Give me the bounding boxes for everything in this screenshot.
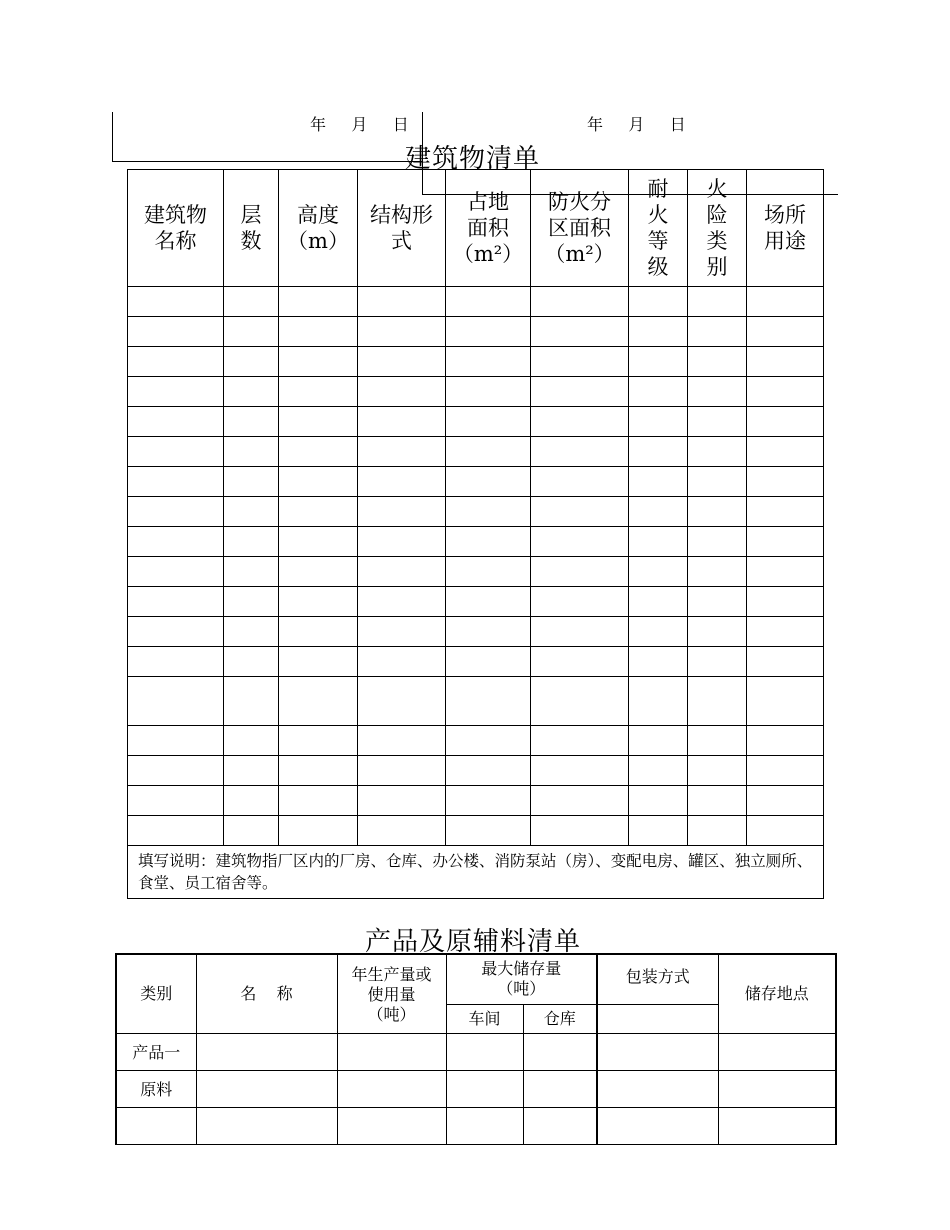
cell[interactable] bbox=[224, 756, 279, 786]
cell[interactable] bbox=[629, 647, 688, 677]
cell[interactable] bbox=[688, 677, 747, 726]
cell[interactable] bbox=[531, 816, 629, 846]
cell[interactable] bbox=[446, 1033, 523, 1070]
cell[interactable] bbox=[446, 1070, 523, 1107]
cell[interactable] bbox=[446, 617, 531, 647]
cell[interactable] bbox=[446, 1107, 523, 1144]
cell[interactable] bbox=[128, 617, 224, 647]
cell[interactable] bbox=[128, 587, 224, 617]
cell[interactable] bbox=[531, 377, 629, 407]
cell[interactable] bbox=[688, 467, 747, 497]
cell[interactable] bbox=[279, 647, 358, 677]
cell[interactable] bbox=[446, 347, 531, 377]
cell[interactable] bbox=[688, 786, 747, 816]
cell[interactable] bbox=[279, 317, 358, 347]
cell[interactable] bbox=[446, 756, 531, 786]
cell[interactable] bbox=[224, 617, 279, 647]
cell[interactable] bbox=[597, 1033, 718, 1070]
cell[interactable] bbox=[279, 786, 358, 816]
table-row bbox=[128, 557, 824, 587]
cell[interactable] bbox=[688, 816, 747, 846]
cell[interactable] bbox=[279, 467, 358, 497]
cell[interactable] bbox=[446, 497, 531, 527]
cell[interactable] bbox=[446, 467, 531, 497]
cell[interactable] bbox=[747, 497, 824, 527]
cell[interactable] bbox=[688, 377, 747, 407]
col-packaging: 包装方式 bbox=[597, 954, 718, 1004]
table-row bbox=[128, 756, 824, 786]
cell[interactable] bbox=[523, 1070, 597, 1107]
cell[interactable] bbox=[747, 317, 824, 347]
cell[interactable] bbox=[629, 816, 688, 846]
row-category: 产品一 bbox=[116, 1033, 196, 1070]
cell[interactable] bbox=[629, 407, 688, 437]
cell[interactable] bbox=[224, 726, 279, 756]
col-fire-risk: 火 险 类 别 bbox=[688, 170, 747, 287]
cell[interactable] bbox=[279, 557, 358, 587]
cell[interactable] bbox=[531, 756, 629, 786]
cell[interactable] bbox=[128, 756, 224, 786]
table-row bbox=[128, 726, 824, 756]
col-name: 名 称 bbox=[196, 954, 337, 1033]
cell[interactable] bbox=[224, 287, 279, 317]
cell[interactable] bbox=[196, 1033, 337, 1070]
cell[interactable] bbox=[358, 467, 446, 497]
cell[interactable] bbox=[446, 437, 531, 467]
cell[interactable] bbox=[629, 497, 688, 527]
table-row bbox=[128, 527, 824, 557]
table-row bbox=[128, 377, 824, 407]
buildings-note: 填写说明：建筑物指厂区内的厂房、仓库、办公楼、消防泵站（房）、变配电房、罐区、独立厕所、食堂、员工宿舍等。 bbox=[128, 846, 824, 899]
col-floors: 层 数 bbox=[224, 170, 279, 287]
cell[interactable] bbox=[629, 527, 688, 557]
cell[interactable] bbox=[747, 587, 824, 617]
cell[interactable] bbox=[747, 726, 824, 756]
table-row bbox=[128, 587, 824, 617]
cell[interactable] bbox=[523, 1107, 597, 1144]
cell[interactable] bbox=[446, 557, 531, 587]
cell[interactable] bbox=[531, 317, 629, 347]
cell[interactable] bbox=[358, 407, 446, 437]
cell[interactable] bbox=[446, 377, 531, 407]
cell[interactable] bbox=[196, 1070, 337, 1107]
cell[interactable] bbox=[629, 467, 688, 497]
cell[interactable] bbox=[688, 287, 747, 317]
cell[interactable] bbox=[279, 377, 358, 407]
cell[interactable] bbox=[128, 467, 224, 497]
table-row bbox=[128, 617, 824, 647]
cell[interactable] bbox=[629, 756, 688, 786]
cell[interactable] bbox=[279, 287, 358, 317]
buildings-title: 建筑物清单 bbox=[405, 144, 541, 174]
cell[interactable] bbox=[688, 407, 747, 437]
cell[interactable] bbox=[718, 1033, 836, 1070]
cell[interactable] bbox=[688, 557, 747, 587]
cell[interactable] bbox=[629, 786, 688, 816]
cell[interactable] bbox=[747, 557, 824, 587]
cell[interactable] bbox=[629, 287, 688, 317]
table-row bbox=[116, 1070, 836, 1107]
cell[interactable] bbox=[358, 557, 446, 587]
cell[interactable] bbox=[747, 377, 824, 407]
cell[interactable] bbox=[128, 816, 224, 846]
cell[interactable] bbox=[747, 437, 824, 467]
cell[interactable] bbox=[128, 497, 224, 527]
table-row bbox=[128, 347, 824, 377]
cell[interactable] bbox=[446, 317, 531, 347]
col-annual-amount: 年生产量或 使用量 （吨） bbox=[337, 954, 446, 1033]
cell[interactable] bbox=[446, 527, 531, 557]
cell[interactable] bbox=[747, 756, 824, 786]
cell[interactable] bbox=[224, 317, 279, 347]
cell[interactable] bbox=[128, 677, 224, 726]
table-row bbox=[128, 816, 824, 846]
cell[interactable] bbox=[128, 647, 224, 677]
cell[interactable] bbox=[531, 497, 629, 527]
table-row bbox=[116, 1033, 836, 1070]
buildings-note-row bbox=[128, 846, 824, 899]
cell[interactable] bbox=[688, 347, 747, 377]
cell[interactable] bbox=[531, 647, 629, 677]
cell[interactable] bbox=[358, 756, 446, 786]
cell[interactable] bbox=[629, 617, 688, 647]
cell[interactable] bbox=[531, 347, 629, 377]
cell[interactable] bbox=[747, 467, 824, 497]
cell[interactable] bbox=[629, 317, 688, 347]
cell[interactable] bbox=[747, 407, 824, 437]
cell[interactable] bbox=[358, 647, 446, 677]
col-height: 高度 （m） bbox=[279, 170, 358, 287]
cell[interactable] bbox=[688, 756, 747, 786]
cell[interactable] bbox=[446, 726, 531, 756]
cell[interactable] bbox=[446, 287, 531, 317]
col-structure: 结构形 式 bbox=[358, 170, 446, 287]
cell[interactable] bbox=[531, 527, 629, 557]
cell[interactable] bbox=[688, 497, 747, 527]
cell[interactable] bbox=[688, 587, 747, 617]
cell[interactable] bbox=[629, 557, 688, 587]
cell[interactable] bbox=[747, 347, 824, 377]
cell[interactable] bbox=[224, 786, 279, 816]
cell[interactable] bbox=[718, 1070, 836, 1107]
cell[interactable] bbox=[531, 677, 629, 726]
table-row bbox=[128, 437, 824, 467]
col-location: 储存地点 bbox=[718, 954, 836, 1033]
cell[interactable] bbox=[279, 497, 358, 527]
table-row bbox=[128, 287, 824, 317]
cell[interactable] bbox=[531, 617, 629, 647]
col-category: 类别 bbox=[116, 954, 196, 1033]
materials-table bbox=[115, 953, 837, 1145]
cell[interactable] bbox=[718, 1107, 836, 1144]
cell[interactable] bbox=[446, 816, 531, 846]
cell[interactable] bbox=[597, 1070, 718, 1107]
cell[interactable] bbox=[128, 527, 224, 557]
cell[interactable] bbox=[224, 437, 279, 467]
cell[interactable] bbox=[358, 816, 446, 846]
cell[interactable] bbox=[629, 377, 688, 407]
cell[interactable] bbox=[128, 726, 224, 756]
cell[interactable] bbox=[358, 377, 446, 407]
cell[interactable] bbox=[688, 317, 747, 347]
col-floor-area: 占地 面积 （m²） bbox=[446, 170, 531, 287]
cell[interactable] bbox=[128, 377, 224, 407]
cell[interactable] bbox=[358, 786, 446, 816]
cell[interactable] bbox=[531, 587, 629, 617]
cell[interactable] bbox=[279, 407, 358, 437]
cell[interactable] bbox=[224, 557, 279, 587]
cell[interactable] bbox=[531, 557, 629, 587]
cell[interactable] bbox=[224, 497, 279, 527]
cell[interactable] bbox=[688, 726, 747, 756]
cell[interactable] bbox=[128, 407, 224, 437]
cell[interactable] bbox=[279, 347, 358, 377]
cell[interactable] bbox=[531, 786, 629, 816]
header-box-left-edge bbox=[112, 112, 113, 161]
cell[interactable] bbox=[688, 527, 747, 557]
cell[interactable] bbox=[358, 317, 446, 347]
cell[interactable] bbox=[224, 377, 279, 407]
cell[interactable] bbox=[279, 617, 358, 647]
table-row bbox=[128, 677, 824, 726]
cell[interactable] bbox=[358, 617, 446, 647]
cell[interactable] bbox=[128, 786, 224, 816]
cell[interactable] bbox=[279, 726, 358, 756]
cell[interactable] bbox=[358, 287, 446, 317]
cell[interactable] bbox=[337, 1070, 446, 1107]
table-row bbox=[128, 647, 824, 677]
cell[interactable] bbox=[446, 647, 531, 677]
cell[interactable] bbox=[747, 677, 824, 726]
cell[interactable] bbox=[747, 786, 824, 816]
cell[interactable] bbox=[358, 527, 446, 557]
col-max-storage: 最大储存量 （吨） bbox=[446, 954, 597, 1004]
cell[interactable] bbox=[279, 587, 358, 617]
cell[interactable] bbox=[224, 587, 279, 617]
cell[interactable] bbox=[629, 587, 688, 617]
row-category: 原料 bbox=[116, 1070, 196, 1107]
cell[interactable] bbox=[629, 726, 688, 756]
cell[interactable] bbox=[747, 287, 824, 317]
date-right: 年 月 日 bbox=[587, 115, 687, 134]
table-row bbox=[128, 407, 824, 437]
cell[interactable] bbox=[224, 677, 279, 726]
cell[interactable] bbox=[337, 1107, 446, 1144]
cell[interactable] bbox=[446, 786, 531, 816]
cell[interactable] bbox=[446, 587, 531, 617]
cell[interactable] bbox=[446, 677, 531, 726]
cell[interactable] bbox=[629, 437, 688, 467]
materials-header-row bbox=[116, 954, 836, 1004]
cell[interactable] bbox=[128, 557, 224, 587]
cell[interactable] bbox=[747, 816, 824, 846]
cell[interactable] bbox=[358, 587, 446, 617]
cell[interactable] bbox=[446, 407, 531, 437]
col-building-name: 建筑物 名称 bbox=[128, 170, 224, 287]
table-row bbox=[128, 786, 824, 816]
cell[interactable] bbox=[629, 677, 688, 726]
cell[interactable] bbox=[224, 816, 279, 846]
buildings-table bbox=[127, 169, 824, 899]
cell[interactable] bbox=[224, 467, 279, 497]
cell[interactable] bbox=[531, 437, 629, 467]
col-workshop: 车间 bbox=[446, 1004, 523, 1033]
cell[interactable] bbox=[224, 527, 279, 557]
col-warehouse: 仓库 bbox=[523, 1004, 597, 1033]
cell[interactable] bbox=[279, 816, 358, 846]
cell[interactable] bbox=[224, 647, 279, 677]
cell[interactable] bbox=[128, 347, 224, 377]
cell[interactable] bbox=[358, 497, 446, 527]
header-box-bottom-edge bbox=[112, 161, 422, 162]
cell[interactable] bbox=[531, 726, 629, 756]
col-fire-zone-area: 防火分 区面积 （m²） bbox=[531, 170, 629, 287]
cell[interactable] bbox=[358, 437, 446, 467]
cell[interactable] bbox=[747, 617, 824, 647]
cell[interactable] bbox=[629, 347, 688, 377]
table-row bbox=[128, 467, 824, 497]
col-fire-resistance: 耐 火 等 级 bbox=[629, 170, 688, 287]
cell[interactable] bbox=[747, 527, 824, 557]
cell[interactable] bbox=[196, 1107, 337, 1144]
cell[interactable] bbox=[128, 437, 224, 467]
cell[interactable] bbox=[279, 527, 358, 557]
table-row bbox=[128, 317, 824, 347]
cell[interactable] bbox=[531, 407, 629, 437]
col-packaging-sub bbox=[597, 1004, 718, 1033]
cell[interactable] bbox=[531, 287, 629, 317]
cell[interactable] bbox=[523, 1033, 597, 1070]
materials-title: 产品及原辅料清单 bbox=[365, 927, 582, 957]
cell[interactable] bbox=[337, 1033, 446, 1070]
cell[interactable] bbox=[688, 617, 747, 647]
cell[interactable] bbox=[279, 437, 358, 467]
cell[interactable] bbox=[358, 347, 446, 377]
cell[interactable] bbox=[531, 467, 629, 497]
buildings-header-row bbox=[128, 170, 824, 287]
row-category bbox=[116, 1107, 196, 1144]
cell[interactable] bbox=[688, 647, 747, 677]
table-row bbox=[128, 497, 824, 527]
cell[interactable] bbox=[128, 317, 224, 347]
cell[interactable] bbox=[279, 756, 358, 786]
cell[interactable] bbox=[597, 1107, 718, 1144]
cell[interactable] bbox=[279, 677, 358, 726]
col-usage: 场所 用途 bbox=[747, 170, 824, 287]
cell[interactable] bbox=[358, 726, 446, 756]
cell[interactable] bbox=[358, 677, 446, 726]
cell[interactable] bbox=[128, 287, 224, 317]
cell[interactable] bbox=[224, 347, 279, 377]
cell[interactable] bbox=[224, 407, 279, 437]
cell[interactable] bbox=[747, 647, 824, 677]
date-left: 年 月 日 bbox=[310, 115, 410, 134]
table-row bbox=[116, 1107, 836, 1144]
cell[interactable] bbox=[688, 437, 747, 467]
